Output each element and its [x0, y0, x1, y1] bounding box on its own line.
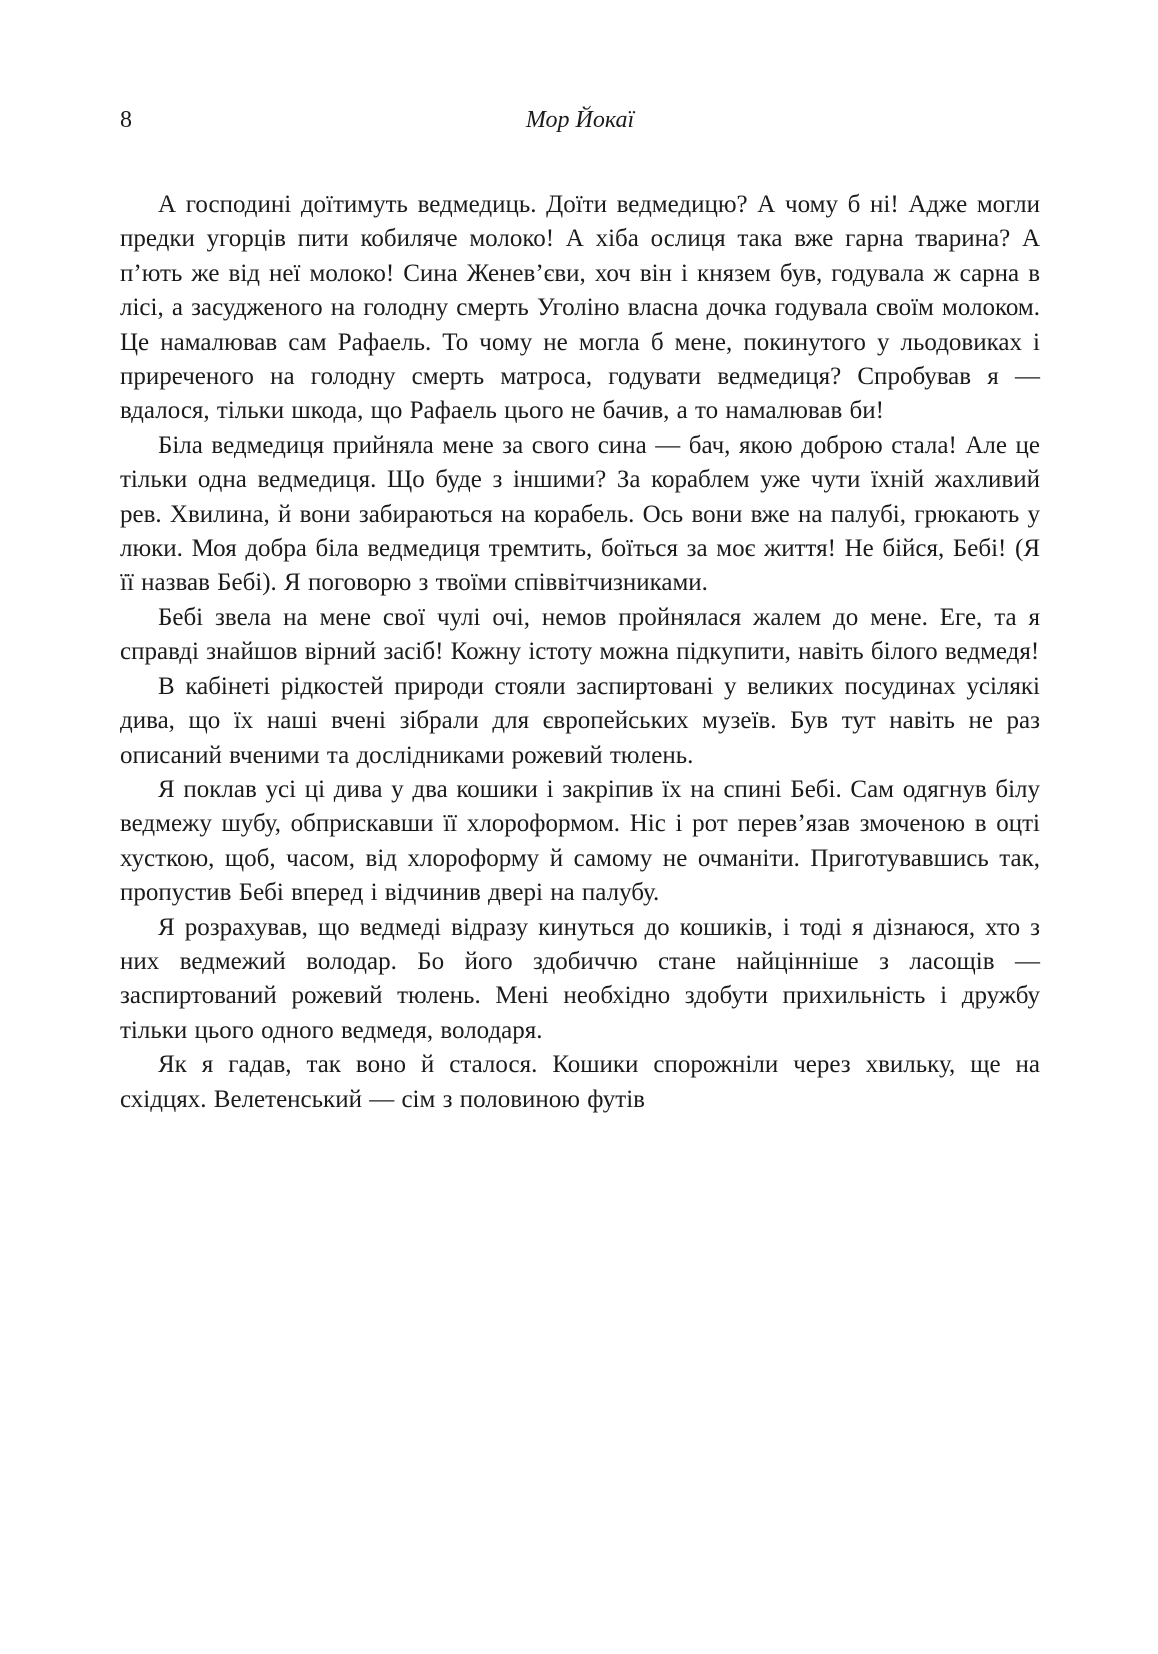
- paragraph: Біла ведмедиця прийняла мене за свого сина — бач, якою доброю стала! Але це тільки одна ведмедиця. Що буде з іншими? За кораблем уже чути їхній жахливий рев. Хвилина, й вони забираються на корабель. Ось вони вже на палубі, грюкають у люки. Моя добра біла ведмедиця тремтить, боїться за моє життя! Не бійся, Бебі! (Я її назвав Бебі). Я поговорю з твоїми співвітчизниками.: [120, 431, 1040, 597]
- paragraph: Як я гадав, так воно й сталося. Кошики спорожніли через хвильку, ще на східцях. Велетенський — сім з половиною футів: [120, 1051, 1040, 1113]
- page-body: [120, 188, 1040, 1117]
- paragraph: Я розрахував, що ведмеді відразу кинуться до кошиків, і тоді я дізнаюся, хто з них ведмежий володар. Бо його здобиччю стане найцінніше з ласощів — заспиртований рожевий тюлень. Мені необхідно здобути прихильність і дружбу тільки цього одного ведмедя, володаря.: [120, 913, 1040, 1044]
- paragraph: Бебі звела на мене свої чулі очі, немов пройнялася жалем до мене. Еге, та я справді знайшов вірний засіб! Кожну істоту можна підкупити, навіть білого ведмедя!: [120, 603, 1040, 666]
- running-title: Мор Йокаї: [525, 107, 635, 133]
- page-number: 8: [120, 107, 132, 133]
- page-header: [120, 104, 1040, 136]
- paragraph: А господині доїтимуть ведмедиць. Доїти ведмедицю? А чому б ні! Адже могли предки угорців пити кобиляче молоко! А хіба ослиця така вже гарна тварина? А п’ють же від неї молоко! Сина Женев’єви, хоч він і князем був, годувала ж сарна в лісі, а засудженого на голодну смерть Уголіно власна дочка годувала своїм молоком. Це намалював сам Рафаель. То чому не могла б мене, покинутого у льодовиках і приреченого на голодну смерть матроса, годувати ведмедиця? Спробував я — вдалося, тільки шкода, що Рафаель цього не бачив, а то намалював би!: [120, 191, 1040, 425]
- paragraph: Я поклав усі ці дива у два кошики і закріпив їх на спині Бебі. Сам одягнув білу ведмежу шубу, обприскавши її хлороформом. Ніс і рот перев’язав змоченою в оцті хусткою, щоб, часом, від хлороформу й самому не очманіти. Приготувавшись так, пропустив Бебі вперед і відчинив двері на палубу.: [120, 775, 1040, 907]
- paragraph: В кабінеті рідкостей природи стояли заспиртовані у великих посудинах усілякі дива, що їх наші вчені зібрали для європейських музеїв. Був тут навіть не раз описаний вченими та дослідниками рожевий тюлень.: [120, 672, 1040, 769]
